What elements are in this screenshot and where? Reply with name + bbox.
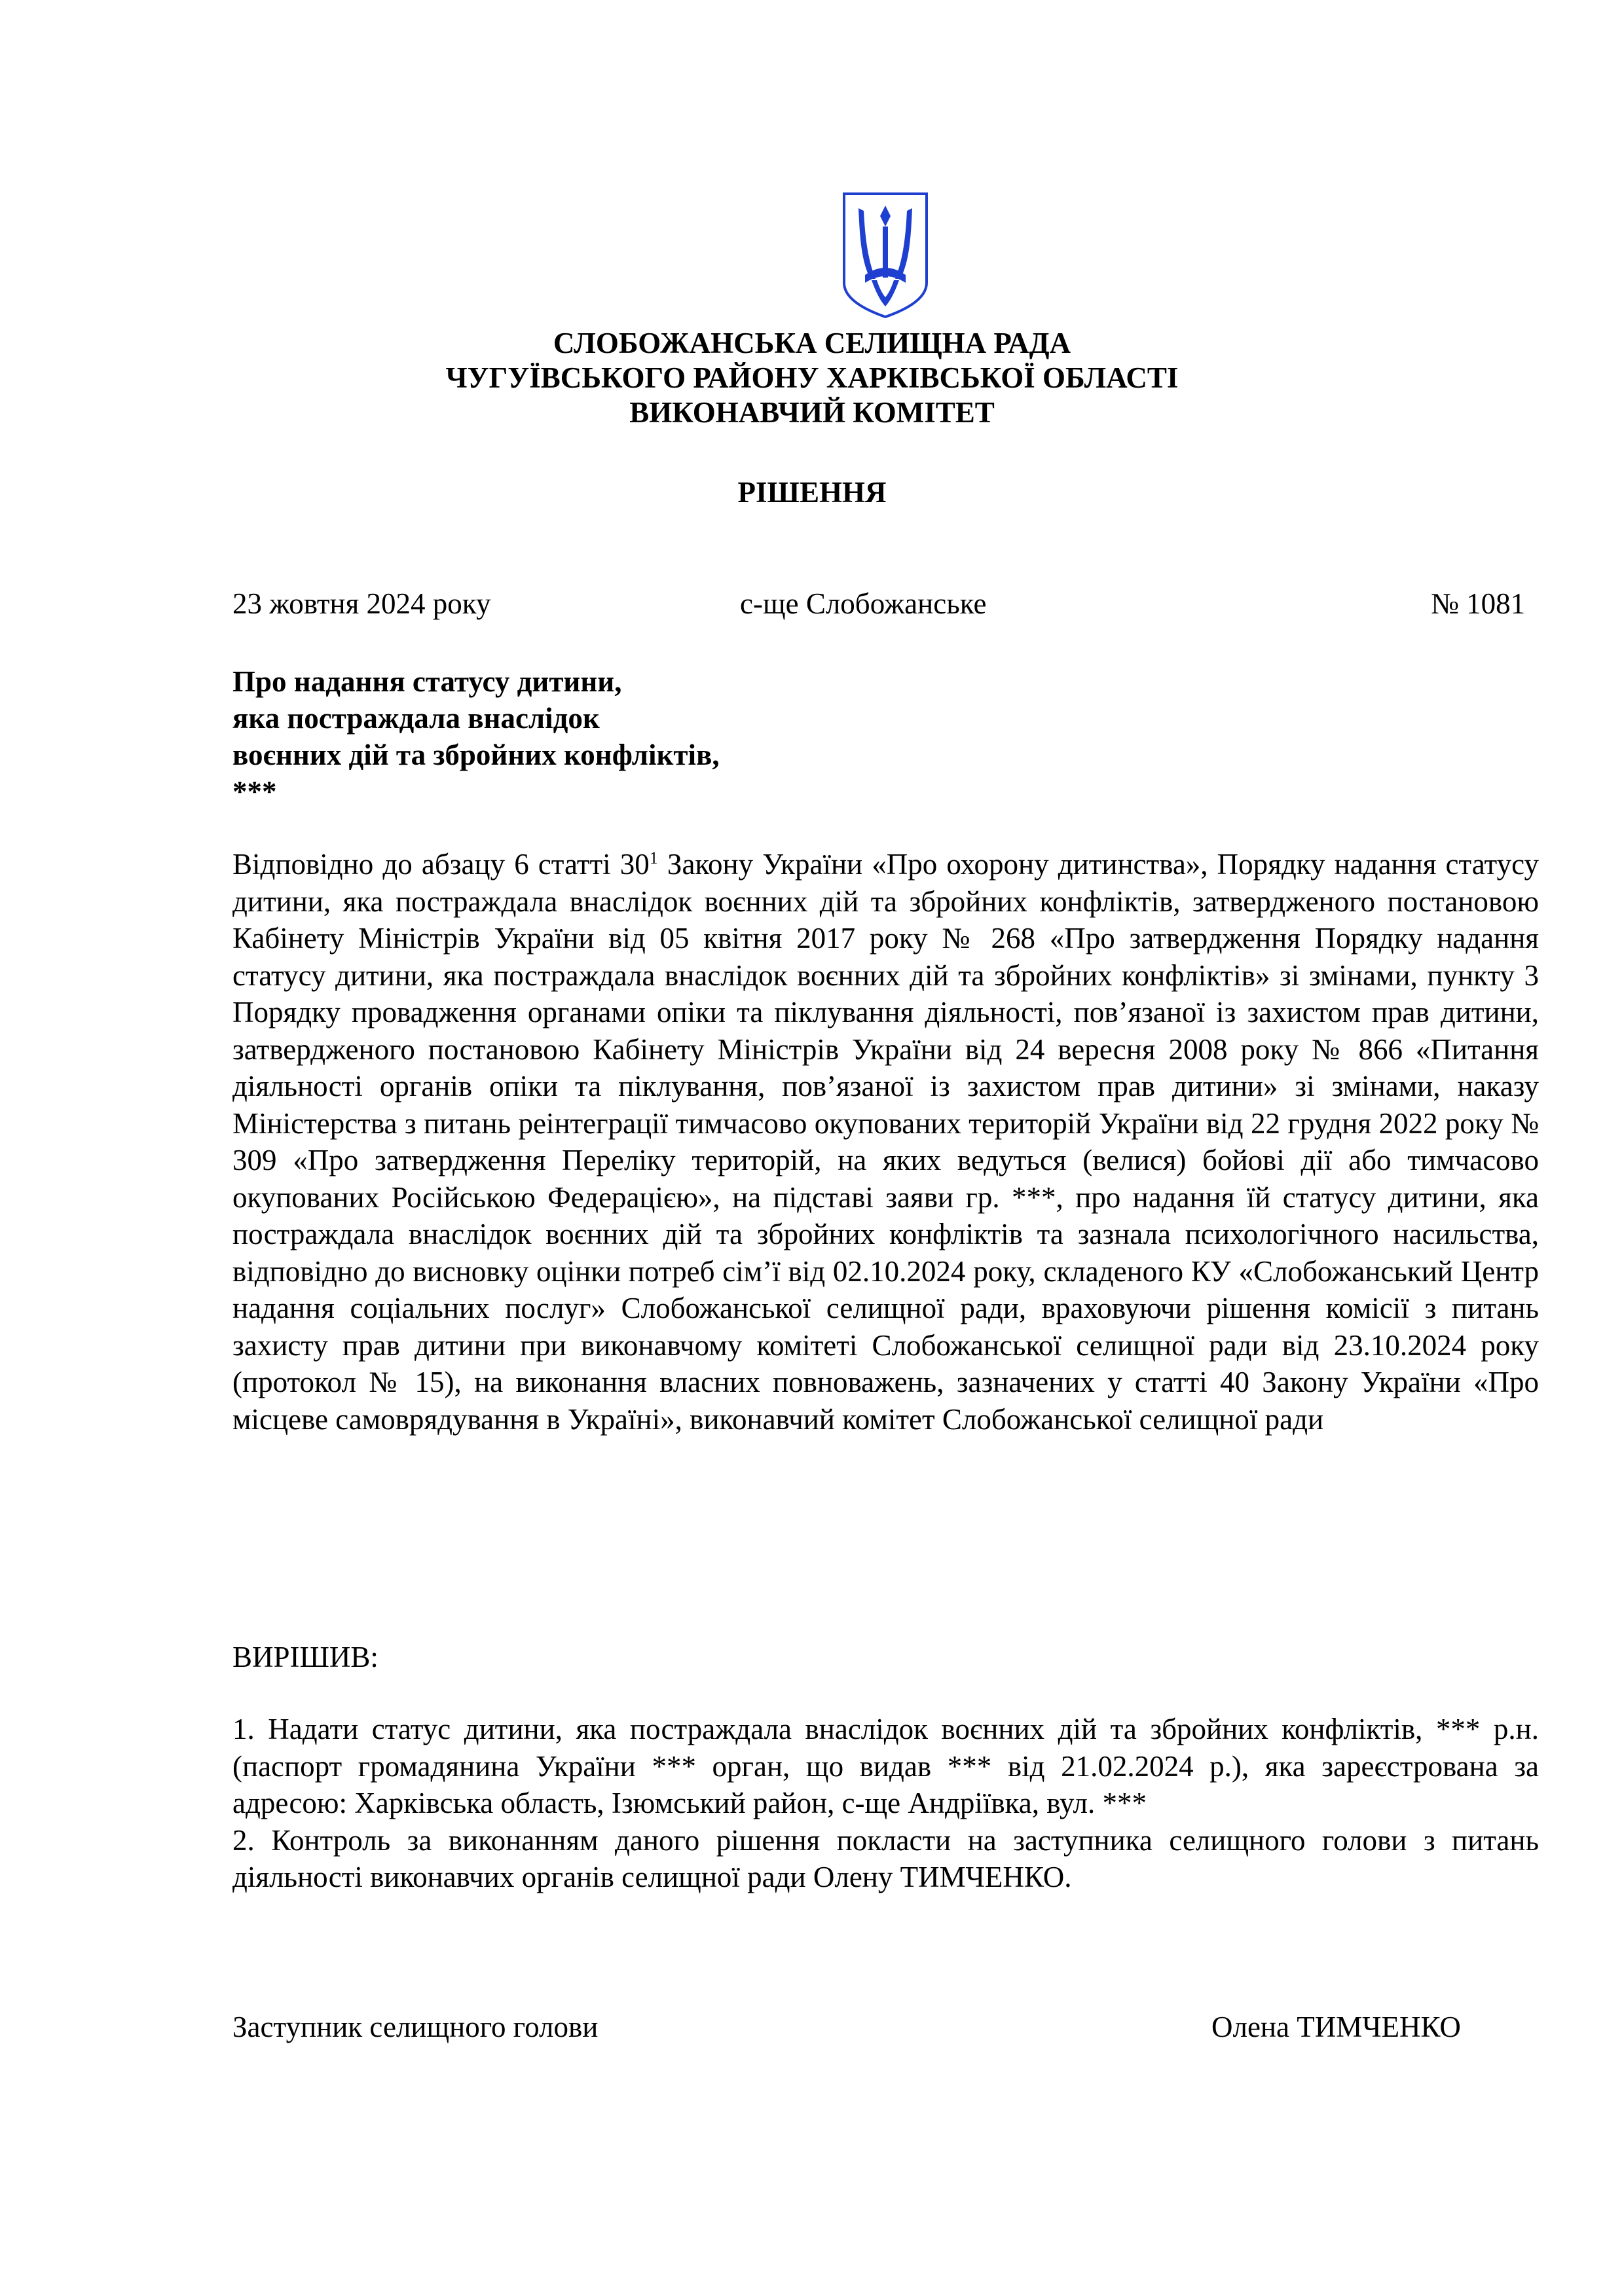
resolved-label: ВИРІШИВ: bbox=[232, 1641, 378, 1673]
subject-line-4: *** bbox=[232, 775, 277, 808]
decision-item-2: 2. Контроль за виконанням даного рішення покласти на заступника селищного голови з питань діяльності виконавчих органів селищної ради Олену ТИМЧЕНКО. bbox=[232, 1823, 1539, 1893]
document-date: 23 жовтня 2024 року bbox=[232, 587, 491, 620]
signatory-position: Заступник селищного голови bbox=[232, 2011, 599, 2043]
preamble-paragraph bbox=[232, 846, 1539, 1438]
decision-items bbox=[232, 1711, 1539, 1896]
organization-name-line-3: ВИКОНАВЧИЙ КОМІТЕТ bbox=[629, 396, 995, 429]
signatory-name: Олена ТИМЧЕНКО bbox=[1211, 2011, 1461, 2043]
subject-line-3: воєнних дій та збройних конфліктів, bbox=[232, 738, 720, 771]
preamble-text-part-2: Закону України «Про охорону дитинства», Порядку надання статусу дитини, яка постраждала внаслідок воєнних дій та збройних конфліктів, затвердженого постановою Кабінету Міністрів України від 05 квітня 2017 року № 268 «Про затвердження Порядку надання статусу дитини, яка постраждала внаслідок воєнних дій та збройних конфліктів» зі змінами, пункту 3 Порядку провадження органами опіки та піклування діяльності, пов’язаної із захистом прав дитини, затвердженого постановою Кабінету Міністрів України від 24 вересня 2008 року № 866 «Питання діяльності органів опіки та піклування, пов’язаної із захистом прав дитини» зі змінами, наказу Міністерства з питань реінтеграції тимчасово окупованих територій України від 22 грудня 2022 року № 309 «Про затвердження Переліку територій, на яких ведуться (велися) бойові дії або тимчасово окупованих Російською Федерацією», на підставі заяви гр. ***, про надання їй статусу дитини, яка постраждала внаслідок воєнних дій та збройних конфліктів та зазнала психологічного насильства, відповідно до висновку оцінки потреб сім’ї від 02.10.2024 року, складеного КУ «Слобожанський Центр надання соціальних послуг» Слобожанської селищної ради, враховуючи рішення комісії з питань захисту прав дитини при виконавчому комітеті Слобожанської селищної ради від 23.10.2024 року (протокол № 15), на виконання власних повноважень, зазначених у статті 40 Закону України «Про місцеве самоврядування в Україні», виконавчий комітет Слобожанської селищної ради bbox=[232, 848, 1539, 1436]
subject-line-2: яка постраждала внаслідок bbox=[232, 702, 600, 735]
organization-name-line-1: СЛОБОЖАНСЬКА СЕЛИЩНА РАДА bbox=[553, 327, 1071, 359]
document-place: с-ще Слобожанське bbox=[740, 587, 987, 620]
subject-line-1: Про надання статусу дитини, bbox=[232, 665, 622, 698]
document-number: № 1081 bbox=[1431, 587, 1526, 620]
article-superscript: 1 bbox=[649, 848, 658, 867]
decision-item-1: 1. Надати статус дитини, яка постраждала внаслідок воєнних дій та збройних конфліктів, *** р.н. (паспорт громадянина України *** орган, що видав *** від 21.02.2024 р.), яка зареєстрована за адресою: Харківська область, Ізюмський район, с-ще Андріївка, вул. *** bbox=[232, 1713, 1539, 1819]
decision-subject bbox=[232, 663, 1084, 810]
preamble-text-part-1: Відповідно до абзацу 6 статті 30 bbox=[232, 848, 650, 881]
trident-coat-of-arms-icon bbox=[841, 191, 929, 319]
document-type-title: РІШЕННЯ bbox=[737, 476, 887, 509]
organization-header bbox=[0, 326, 1624, 430]
organization-name-line-2: ЧУГУЇВСЬКОГО РАЙОНУ ХАРКІВСЬКОЇ ОБЛАСТІ bbox=[445, 361, 1179, 394]
